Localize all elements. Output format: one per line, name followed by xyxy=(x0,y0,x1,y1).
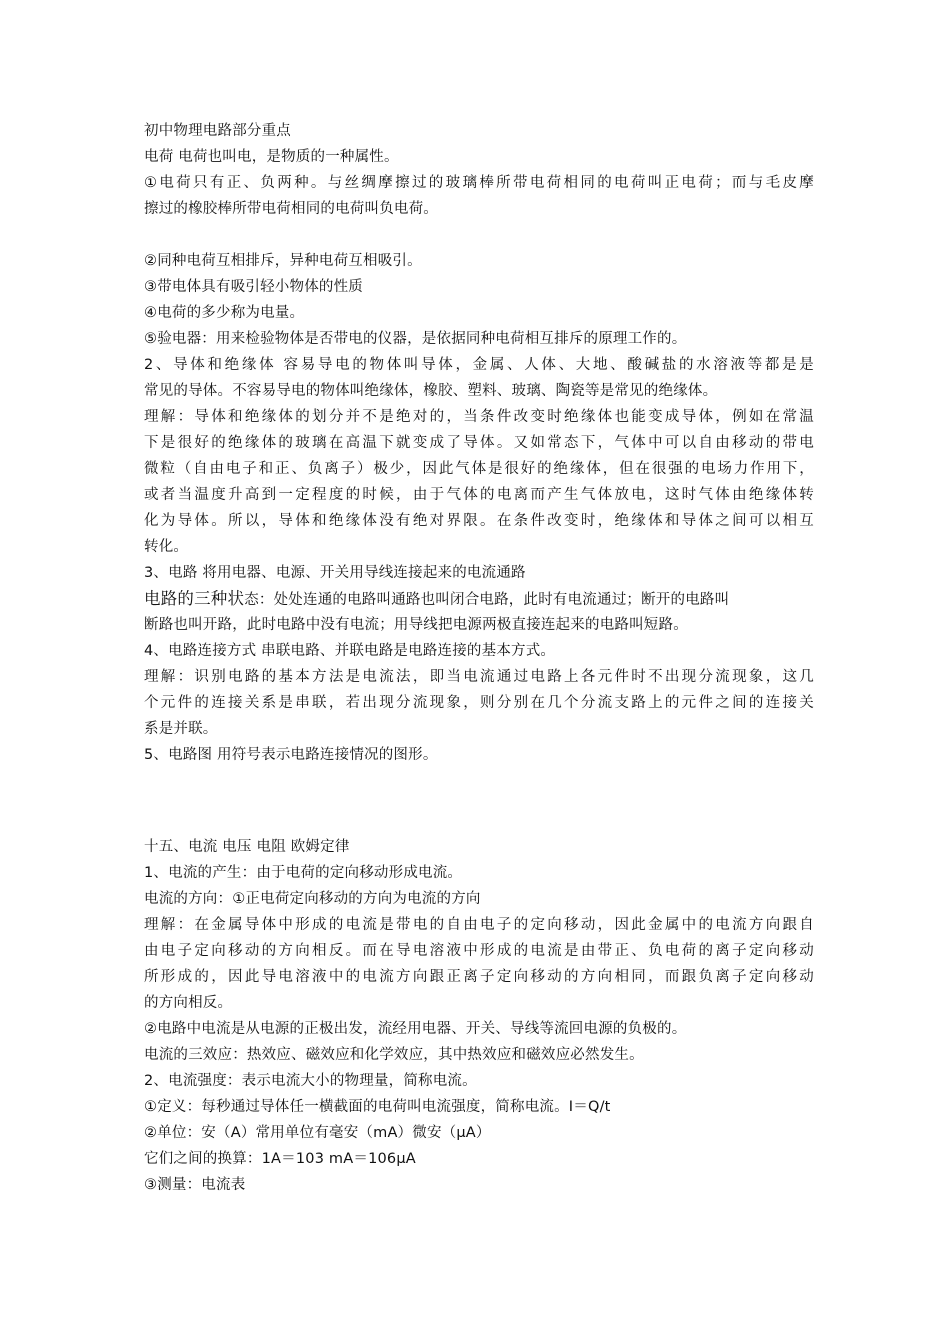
document-title: 初中物理电路部分重点 xyxy=(144,123,291,139)
paragraph-line: 2、电流强度：表示电流大小的物理量，简称电流。 xyxy=(144,1073,477,1089)
blank-line xyxy=(144,768,814,820)
paragraph-line: 电荷 电荷也叫电，是物质的一种属性。 xyxy=(144,149,399,165)
paragraph-line: 它们之间的换算：1A＝103 mA＝106μA xyxy=(144,1151,416,1167)
paragraph-line: ⑤验电器：用来检验物体是否带电的仪器，是依据同种电荷相互排斥的原理工作的。 xyxy=(144,331,687,347)
paragraph-line: 擦过的橡胶棒所带电荷相同的电荷叫负电荷。 xyxy=(144,201,438,217)
paragraph-line: 1、电流的产生：由于电荷的定向移动形成电流。 xyxy=(144,865,463,881)
paragraph-line: 理解：在金属导体中形成的电流是带电的自由电子的定向移动，因此金属中的电流方向跟自 xyxy=(144,917,814,933)
paragraph-line: 电流的方向：①正电荷定向移动的方向为电流的方向 xyxy=(144,891,481,907)
paragraph-line: ①定义：每秒通过导体任一横截面的电荷叫电流强度，简称电流。I＝Q/t xyxy=(144,1099,611,1115)
paragraph-line: 下是很好的绝缘体的玻璃在高温下就变成了导体。又如常态下，气体中可以自由移动的带电 xyxy=(144,435,814,451)
paragraph-line: 断路也叫开路，此时电路中没有电流；用导线把电源两极直接连起来的电路叫短路。 xyxy=(144,617,688,633)
paragraph-line: ②单位：安（A）常用单位有毫安（mA）微安（μA） xyxy=(144,1125,491,1141)
paragraph-line: 2、导体和绝缘体 容易导电的物体叫导体，金属、人体、大地、酸碱盐的水溶液等都是是 xyxy=(144,357,814,373)
paragraph-line: 4、电路连接方式 串联电路、并联电路是电路连接的基本方式。 xyxy=(144,643,556,659)
paragraph-line: 理解：识别电路的基本方法是电流法，即当电流通过电路上各元件时不出现分流现象，这几 xyxy=(144,669,814,685)
paragraph-line: 的方向相反。 xyxy=(144,995,233,1011)
blank-line xyxy=(144,222,814,248)
paragraph-line xyxy=(144,586,814,612)
section-gap xyxy=(144,820,814,834)
paragraph-line: 个元件的连接关系是串联，若出现分流现象，则分别在几个分流支路上的元件之间的连接关 xyxy=(144,695,814,711)
paragraph-line: ③测量：电流表 xyxy=(144,1177,246,1193)
paragraph-line: ②电路中电流是从电源的正极出发，流经用电器、开关、导线等流回电源的负极的。 xyxy=(144,1021,687,1037)
paragraph-line: ①电荷只有正、负两种。与丝绸摩擦过的玻璃棒所带电荷相同的电荷叫正电荷；而与毛皮摩 xyxy=(144,175,814,191)
inline-heading: 电路的三种状 xyxy=(144,589,245,608)
paragraph-line: ④电荷的多少称为电量。 xyxy=(144,305,305,321)
paragraph-line: 系是并联。 xyxy=(144,721,218,737)
paragraph-line: ②同种电荷互相排斥，异种电荷互相吸引。 xyxy=(144,253,422,269)
document-body xyxy=(144,118,814,1198)
paragraph-line: 转化。 xyxy=(144,539,189,555)
paragraph-line: 电流的三效应：热效应、磁效应和化学效应，其中热效应和磁效应必然发生。 xyxy=(144,1047,644,1063)
paragraph-line: 常见的导体。不容易导电的物体叫绝缘体，橡胶、塑料、玻璃、陶瓷等是常见的绝缘体。 xyxy=(144,383,718,399)
paragraph-line: 化为导体。所以，导体和绝缘体没有绝对界限。在条件改变时，绝缘体和导体之间可以相互 xyxy=(144,513,814,529)
paragraph-line: ③带电体具有吸引轻小物体的性质 xyxy=(144,279,363,295)
paragraph-line: 微粒（自由电子和正、负离子）极少，因此气体是很好的绝缘体，但在很强的电场力作用下， xyxy=(144,461,814,477)
section-heading: 十五、电流 电压 电阻 欧姆定律 xyxy=(144,839,350,855)
paragraph-line: 理解：导体和绝缘体的划分并不是绝对的，当条件改变时绝缘体也能变成导体，例如在常温 xyxy=(144,409,814,425)
paragraph-line: 3、电路 将用电器、电源、开关用导线连接起来的电流通路 xyxy=(144,565,526,581)
inline-text: 态：处处连通的电路叫通路也叫闭合电路，此时有电流通过；断开的电路叫 xyxy=(244,592,730,608)
paragraph-line: 由电子定向移动的方向相反。而在导电溶液中形成的电流是由带正、负电荷的离子定向移动 xyxy=(144,943,814,959)
paragraph-line: 所形成的，因此导电溶液中的电流方向跟正离子定向移动的方向相同，而跟负离子定向移动 xyxy=(144,969,814,985)
paragraph-line: 5、电路图 用符号表示电路连接情况的图形。 xyxy=(144,747,438,763)
paragraph-line: 或者当温度升高到一定程度的时候，由于气体的电离而产生气体放电，这时气体由绝缘体转 xyxy=(144,487,814,503)
